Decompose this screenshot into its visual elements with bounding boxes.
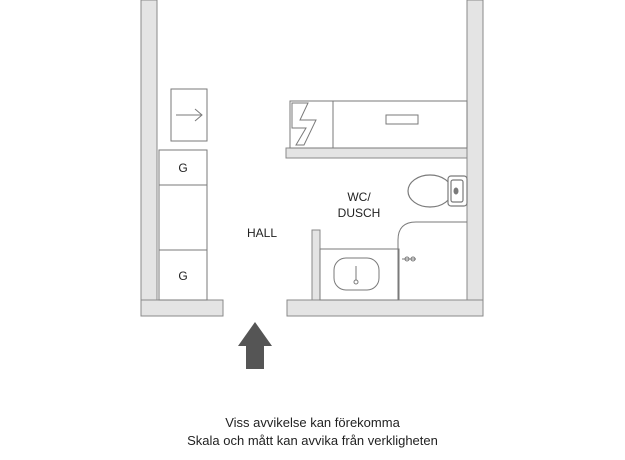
wardrobe-label-upper: G [178, 161, 188, 175]
entrance-arrow-icon [238, 322, 272, 369]
room-label-hall: HALL [246, 226, 278, 240]
room-label-wc-line2: DUSCH [337, 206, 381, 220]
faucet-icon [402, 257, 416, 261]
room-label-wc-line1: WC/ [347, 190, 371, 204]
toilet-icon [408, 175, 467, 207]
disclaimer-line-2: Skala och mått kan avvika från verkligheten [187, 433, 438, 448]
bottom-wall-right [287, 300, 483, 316]
kitchen-counter [290, 101, 467, 148]
disclaimer-line-1: Viss avvikelse kan förekomma [225, 415, 400, 430]
left-wall [141, 0, 157, 316]
counter-appliance [386, 115, 418, 124]
bathroom-top-wall [286, 148, 467, 158]
bathroom-left-wall [312, 230, 320, 300]
bottom-wall-left [141, 300, 223, 316]
sink-icon [320, 249, 399, 300]
electric-panel-icon [292, 103, 316, 145]
arrow-right-icon [176, 109, 202, 121]
counter [290, 101, 467, 148]
right-wall [467, 0, 483, 316]
wardrobe-label-lower: G [178, 269, 188, 283]
bathroom-walls [286, 148, 467, 300]
